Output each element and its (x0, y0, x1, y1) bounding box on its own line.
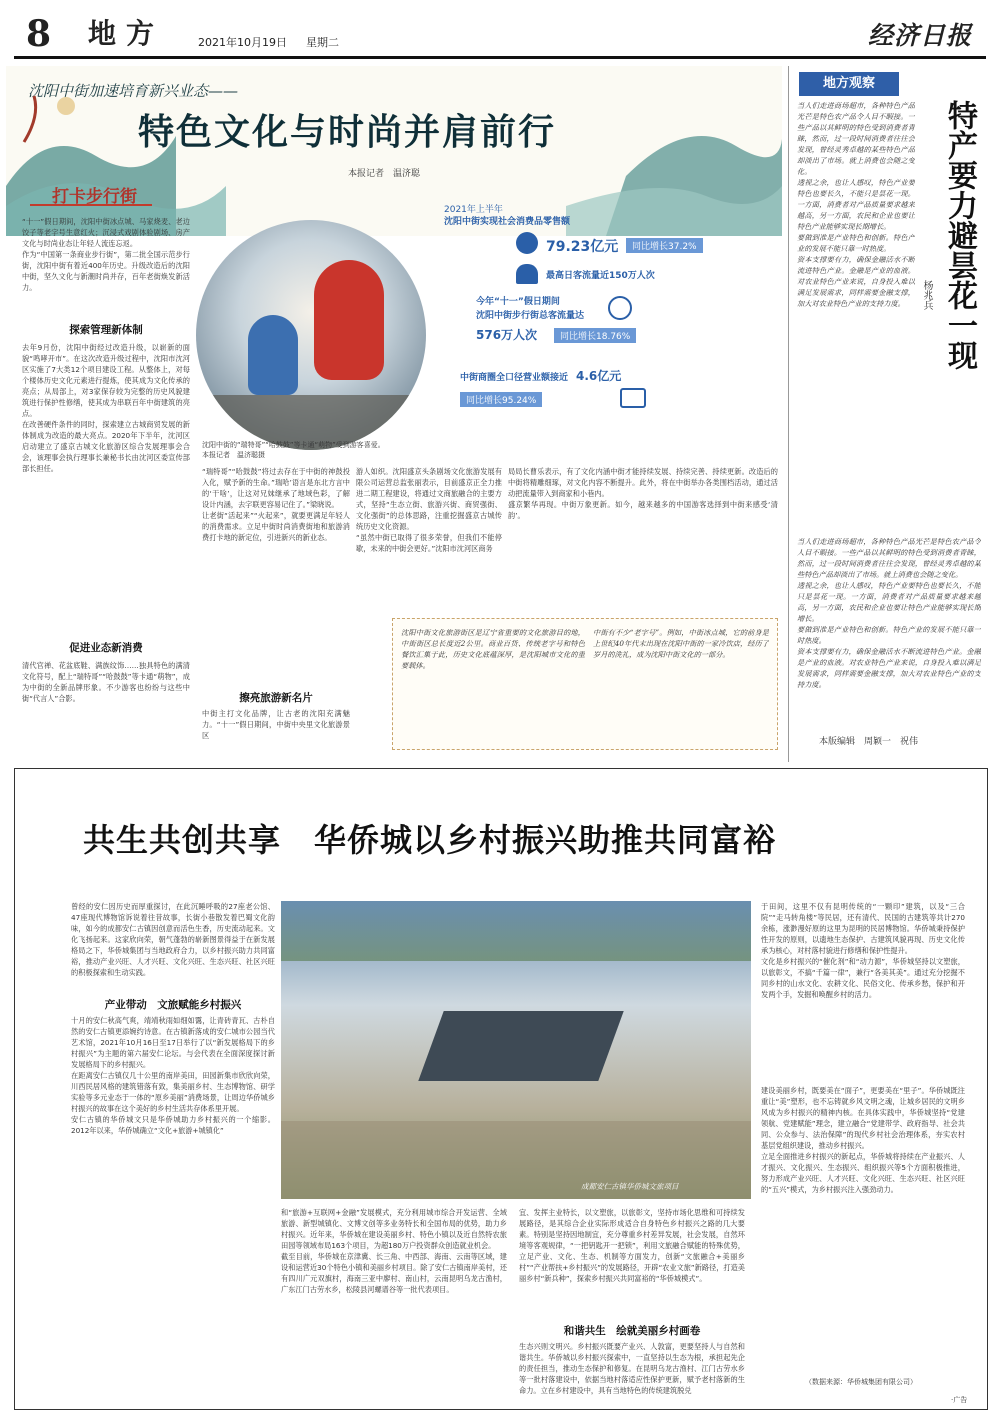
photo-trees (281, 901, 751, 961)
stats-header-2: 沈阳中街实现社会消费品零售额 (444, 217, 571, 227)
stats-header-4: 沈阳中街步行街总客流量达 (476, 311, 585, 321)
article-2-col3: 宜、发挥主业特长，以文塑旅，以旅彰文，坚持市场化思维和可持续发展路径，是其综合企业实际形成适合自身特色乡村振兴之路的几大要素。特别是坚持因地制宜，充分尊重乡村差异发展，社会发展，自然环境等客观规律，“一把钥匙开一把锁”，利用文旅融合赋能的特殊优势，立足产业、文化、生态、机制等方面发力，创新“文旅融合+美丽乡村”“产业帮扶+乡村振兴”的发展路径，开辟“农业文旅”新路径，打造美丽乡村“新兵种”，探索乡村振兴共同富裕的“华侨城模式”。 (519, 1208, 745, 1283)
section-tag-label: 打卡步行街 (52, 187, 137, 207)
sidebar-tag: 地方观察 (799, 72, 899, 96)
sidebar-text-wide: 当人们走进商场超市，各种特色产品光芒是特色农产品令人目不暇接。一些产品以其鲜明的特色受到消费者青睐，然而，过一段时间消费者往往会发现，曾经灵秀卓越的某些特色产品却淡出了市场。就上消费也会随之变化。 透视之余，也让人感叹，特色产业要特色也要长久，不能只是昙花一现。一方面，消费者对产品质量要求越来越高，另一方面，农民和企业也要让特色产业能够实现长期增长。 要做到准是产业特色和创新。特色产业的发展不能只靠一时热度。 资本支撑要有力，确保金融活水不断流进特色产业。金融是产业的血液。对农业特色产业来说，自身投入难以满足发展需求，同样需要金融支撑，加大对农业特色产业的支持力度。 (797, 537, 981, 689)
page-number: 8 (26, 13, 52, 55)
wallet-icon (620, 388, 646, 408)
stat-sales-growth: 同比增长37.2% (626, 238, 703, 253)
issue-weekday: 星期二 (306, 36, 339, 49)
article-2-title: 共生共创共享 华侨城以乡村振兴助推共同富裕 (83, 821, 777, 859)
stats-header-5: 中街商圈全口径营业额接近 (460, 373, 569, 383)
sidebar-column (788, 66, 989, 762)
photo-ground (281, 1121, 751, 1199)
article-2-col4-end: 建设美丽乡村，既要美在“面子”，更要美在“里子”。华侨城既注重让“美”塑形，也不忘铸就乡风文明之魂，让城乡居民的文明乡风成为乡村振兴的精神内核。在具体实践中，华侨城坚持“党建领航、党建赋能”理念，建立融合“党建带学、政府指导、社会共同、公众参与、法治保障”的现代乡村社会治理体系，夯实农村基层党组织建设，推动乡村振兴。 立足全面推进乡村振兴的新起点，华侨城将持续在产业振兴、人才振兴、文化振兴、生态振兴、组织振兴等5个方面积极推进，努力形成产业兴旺、人才兴旺、文化兴旺、生态兴旺、社区兴旺的“五兴”模式，为乡村振兴注入强劲动力。 (761, 1086, 965, 1194)
paper-logo: 经济日报 (868, 21, 973, 50)
article-1 (0, 62, 785, 762)
stats-infographic (436, 202, 776, 427)
article-1-col1-intro: “十一”假日期间，沈阳中街冰点城、马家烧麦、老边饺子等老字号生意红火；沉浸式戏剧体验剧场、房产文化与时尚业态让年轻人流连忘返。 作为“中国第一条商业步行街”，第二批全国示范步行街，沈阳中街有着近400年历史。升级改造后的沈阳中街，坚久文化与新潮时尚并存，百年老街焕发新活力。 (22, 217, 190, 292)
article-2-col4: 于田间，这里不仅有昆明传统的“一颗印”建筑，以及“三合院”“走马转角楼”等民居，还有清代、民国的古建筑等共计270余栋，涨渺漫好原的这里为昆明的民居博物馆。华侨城秉持保护性开发的原则，以遗地生态保护、古建筑风貌再现、历史文化传承为核心，对村落村貌进行修缮和保护性提升。 文化是乡村振兴的“催化剂”和“动力源”，华侨城坚持以文塑旅，以旅彰文，不搞“千篇一律”，兼行“各美其美”。通过充分挖掘不同乡村的山水文化、农耕文化、民俗文化、传承乡愁，保护和开发两个手，发掘和唤醒乡村的活力。 (761, 902, 965, 999)
person-icon (608, 296, 632, 320)
article-2-col2: 和“旅游+互联网+金融”发展模式，充分利用城市综合开发运营、全域旅游、新型城镇化、文博文创等多业务特长和全国布局的优势，助力乡村振兴。近年来，华侨城在建设美丽乡村、特色小镇以及近自然特农旅田园等领域布局163个项目，为超180万户投资群众创造就业机会。 截至目前，华侨城在京津冀、长三角、中西部、海南、云南等区域，建设和运营近30个特色小镇和美丽乡村项目。除了安仁古镇南岸美村，还有四川广元双旗村，海南三亚中廖村、南山村，云南昆明乌龙古渔村，广东江门古劳水乡，松陵县河螺谱谷等一批代表项目。 (281, 1208, 507, 1294)
stat-visitors-value: 576万人次 (476, 328, 538, 342)
photo-caption-1: 沈阳中街的“瑞特哥”“哈鼓鼓”等卡通“萌物”受到游客喜爱。 本报记者 温济聪摄 (202, 441, 389, 459)
mascot-red-figure (314, 260, 384, 380)
sidebar-text: 当人们走进商场超市，各种特色产品光芒是特色农产品令人目不暇接。一些产品以其鲜明的特色受到消费者青睐，然而，过一段时间消费者往往会发现，曾经灵秀卓越的某些特色产品却淡出了市场。就上消费也会随之变化。 透视之余，也让人感叹，特色产业要特色也要长久，不能只是昙花一现。一方面，消费者对产品质量要求越来越高，另一方面，农民和企业也要让特色产业能够实现长期增长。 要做到准是产业特色和创新。特色产业的发展不能只靠一时热度。 资本支撑要有力，确保金融活水不断流进特色产业。金融是产业的血液。对农业特色产业来说，自身投入难以满足发展需求，同样需要金融支撑，加大对农业特色产业的支持力度。 (797, 101, 915, 308)
article-1-col2: “瑞特哥”“哈鼓鼓”将过去存在于中街的神鼓投入化，赋予新的生命。”瑞哈’语言是东北方言中的‘干啥’，让这对兄妹继承了地域色彩，了解设计内涵，去字联更容易记住了。”梁晓说。 让老街“活起来”“火起来”，就要更满足年轻人的消费需求。立足中街时尚消费街地和旅游消费打卡地的新定位，引进新兴的新业态。 (202, 467, 350, 542)
people-group-icon (516, 264, 538, 284)
stat-sales-value: 79.23亿元 (546, 239, 619, 255)
subheading-tourism: 擦亮旅游新名片 (239, 692, 313, 704)
page-editor: 本版编辑 周颖一 祝伟 (819, 737, 919, 747)
article-1-col4: 局局长曹乐表示，有了文化内涵中街才能持续发展、持续完善、持续更新。改造后的中街将精雕细琢，对文化内容不断提升。此外，将在中街举办各类围档活动，通过活动把流量带入到商家和小巷内。 盛京繁华再现。中街万象更新。如今，越来越多的中国游客选择到中街来感受‘清韵’。 (508, 467, 778, 520)
sidebar-author: 杨兆兵 (921, 280, 932, 310)
stats-header-1: 2021年上半年 (444, 205, 503, 215)
section-name: 地方 (88, 17, 165, 50)
issue-date: 2021年10月19日 (198, 36, 287, 49)
subheading-consumption: 促进业态新消费 (69, 642, 143, 654)
masthead (0, 0, 1000, 62)
subheading-explore: 探索管理新体制 (69, 324, 143, 336)
masthead-rule (14, 56, 986, 59)
article-2-col3-end: 生态兴则文明兴。乡村振兴既要产业兴、人敦富，更要坚持人与自然和谐共生。华侨城以乡村振兴探索中，一直坚持以生态为根，承担起先企的责任担当，推动生态保护和修复。在昆明乌龙古渔村、江门古劳水乡等一批村落建设中，依据当地村落适应性保护更新，赋予老村落新的生命力。立在乡村建设中，具有当地特色的传统建筑脱兑 (519, 1342, 745, 1395)
mascot-blue-figure (248, 315, 298, 395)
article-2-intro: 曾经的安仁因历史而厚重探讨，在此沉睡呼吸的27座老公馆、47座现代博物馆诉说着往昔故事，长街小巷散发着巴蜀文化韵味，如今的成都安仁古镇因创意而活色生香，历史流动起来。文化飞扬起来。这家欣向荣，朝气蓬勃的崭新图景得益于在新发展格局之下，华侨城集团与当地政府合力，以乡村振兴助力共同富裕，推动产业兴旺、人才兴旺、文化兴旺、生态兴旺、社区兴旺的积极探索和生动实践。 (71, 902, 275, 977)
sidebar-title: 特产要力避昙花一现 (942, 100, 977, 370)
article-1-kicker: 沈阳中街加速培育新兴业态—— (28, 82, 239, 100)
article-2-col1: 十月的安仁秋高气爽，靖靖秋雨如细如霭，让青砖青瓦、古朴自然的安仁古镇更添婉约诗意。在古镇新落成的安仁城市公园当代艺术馆，2021年10月16日至17日举行了以“新发展格局下的乡村振兴”为主题的第六届安仁论坛。与会代表在全面深度探讨新发展格局下的乡村振兴。 在距离安仁古镇仅几十公里的南岸美田，田园新集市欣欣向荣，川西民居风格的建筑错落有致，集美丽乡村、生态博物馆、研学实验等多元业态于一体的“原乡美丽”消费场景，让周边华侨城乡村振兴的故事在这个美好的乡村生活共存体系里开展。 安仁古镇的华侨城文只是华侨城助力乡村振兴的一个缩影。2012年以来，华侨城确立“文化+旅游+城镇化” (71, 1016, 275, 1135)
subheading-industry: 产业带动 文旅赋能乡村振兴 (104, 999, 242, 1011)
stats-header-3: 今年“十一”假日期间 (476, 297, 560, 307)
info-box-text-2: 中街有不少“老字号”。例如，中街冰点城，它的前身是上世纪40年代末出现在沈阳中街的一家冷饮店，经历了岁月的洗礼，成为沈阳中街文化的一部分。 (593, 628, 769, 659)
photo-anren-town (281, 901, 751, 1199)
article-1-col1-body: 去年9月份，沈阳中街经过改造升级，以崭新的面貌“鸣哮开市”。在这次改造升级过程中，沈阳市沈河区实施了7大类12个项目建设工程。从整体上，对每个楼体历史文化元素进行提炼，使其成为文化传承的亮点；从局部上，对3家保存较为完整的历史风貌建筑进行保护性修缮，使其成为串联百年中街建筑的亮点。 在改善硬件条件的同时，探索建立古城商贸发展的新体制成为改造的最大亮点。2020年下半年，沈河区启动建立了盛京古城文化旅游区综合发展理事会合会，该理事会执行理事长兼秘书长由沈河区委宣传部部长担任。 (22, 343, 190, 473)
data-source: （数据来源：华侨城集团有限公司） (805, 1378, 917, 1386)
subheading-harmony: 和谐共生 绘就美丽乡村画卷 (563, 1325, 701, 1337)
article-2 (14, 768, 988, 1410)
photo-caption-2: 成都安仁古镇华侨城文旅项目 (581, 1182, 679, 1191)
info-box-text: 沈阳中街文化旅游街区是辽宁省重要的文化旅游目的地，中街街区总长度近2公里。商业百货、传统老字号和特色餐饮汇集于此，历史文化底蕴深厚，是沈阳城市文化的重要载体。 (401, 628, 585, 670)
article-1-title: 特色文化与时尚并肩前行 (138, 112, 557, 153)
article-1-byline: 本报记者 温济聪 (348, 169, 421, 179)
stat-peak-flow: 最高日客流量近150万人次 (546, 271, 655, 281)
photo-building-roof (418, 1011, 623, 1081)
article-1-col3: 游人如织。沈阳盛京头条剧场文化旅游发展有限公司运营总监张丽表示，目前盛京正全力推进二期工程建设，将通过文商旅融合的主要方式，坚持“生态立街、旅游兴街、商贸强街、文化强街”的总体思路，注重挖掘盛京古城传统历史文化资源。 “虽然中街已取得了很多荣誉，但我们不能停歇，未来的中街会更好。”沈阳市沈河区商务 (356, 467, 502, 553)
ad-mark: ·广告 (951, 1396, 968, 1404)
article-1-col1-end: 清代官禅、花盆底鞋、满族纹饰……独具特色的满清文化符号，配上“瑞特哥”“哈鼓鼓”等卡通“萌物”，成为中街的全新品牌形象。不少游客也纷纷与这些中街“代言人”合影。 (22, 661, 190, 703)
stat-visitors-growth: 同比增长18.76% (554, 328, 636, 343)
stat-revenue-value: 4.6亿元 (576, 369, 622, 383)
coins-icon (516, 232, 538, 254)
section-tag-dakabu (30, 182, 152, 208)
stat-revenue-growth: 同比增长95.24% (460, 392, 542, 407)
info-box-zhongjie (392, 618, 778, 750)
photo-zhongjie-mascots (196, 220, 426, 450)
article-1-col2-end: 中街主打文化品牌，让古老的沈阳充满魅力。“十一”假日期间，中街中央里文化旅游景区 (202, 709, 350, 740)
